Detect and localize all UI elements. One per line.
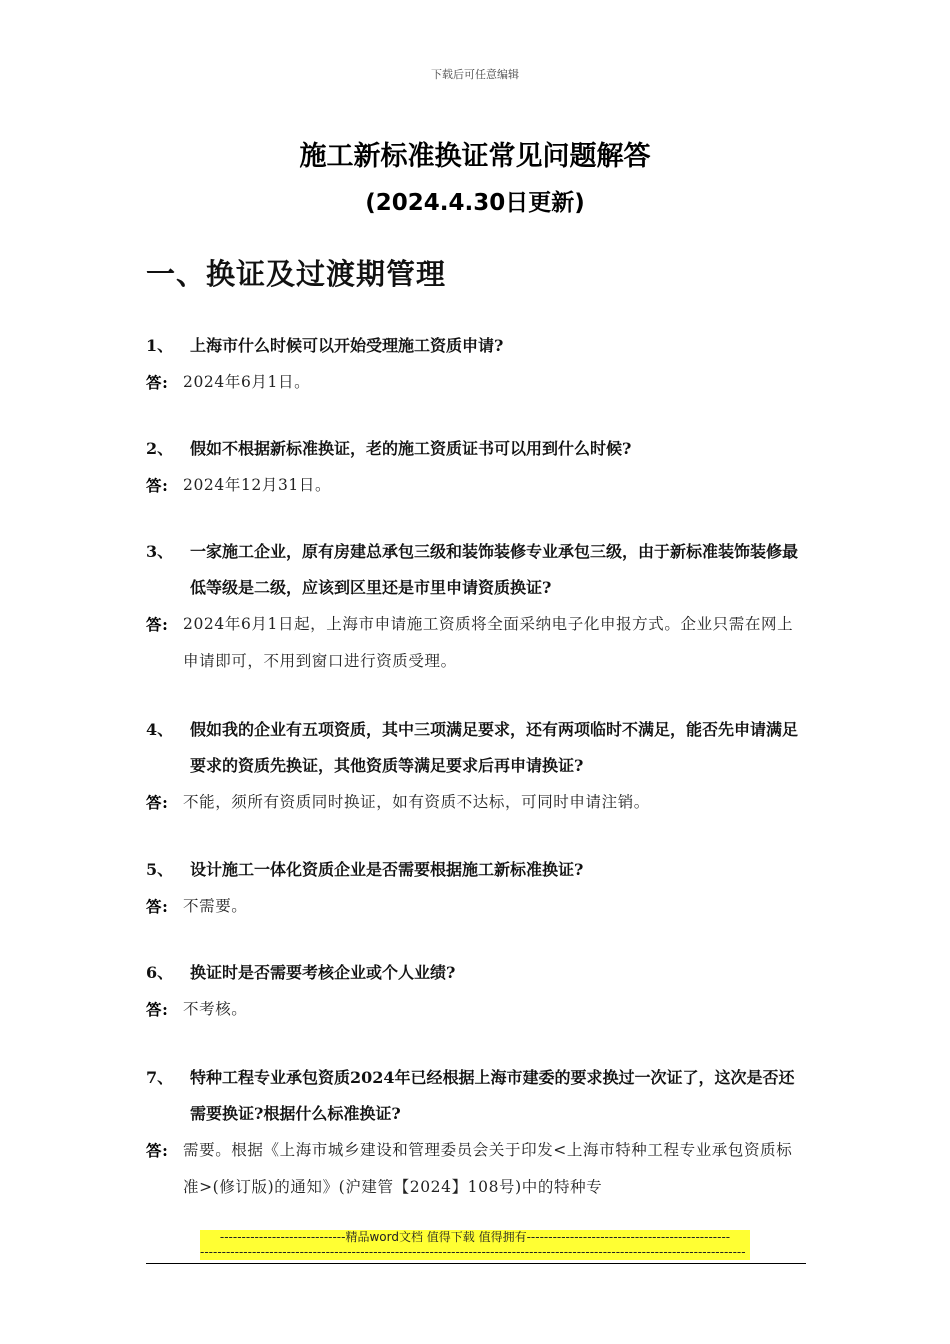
- question-text: 一家施工企业，原有房建总承包三级和装饰装修专业承包三级，由于新标准装饰装修最低等级是二级，应该到区里还是市里申请资质换证?: [190, 542, 799, 597]
- question: [146, 534, 806, 606]
- answer: [146, 991, 806, 1028]
- answer-label: 答:: [146, 615, 169, 634]
- document-subtitle: (2024.4.30日更新): [365, 190, 585, 216]
- answer-label: 答:: [146, 897, 169, 916]
- answer-text: 不需要。: [183, 897, 248, 915]
- answer: [146, 467, 806, 504]
- answer-text: 2024年6月1日起，上海市申请施工资质将全面采纳电子化申报方式。企业只需在网上申请即可，不用到窗口进行资质受理。: [183, 615, 794, 670]
- answer-label: 答:: [146, 373, 169, 392]
- answer-label: 答:: [146, 476, 169, 495]
- answer: [146, 784, 806, 821]
- qa-item: [146, 534, 806, 680]
- question-text: 假如我的企业有五项资质，其中三项满足要求，还有两项临时不满足，能否先申请满足要求的资质先换证，其他资质等满足要求后再申请换证?: [190, 720, 799, 775]
- question-text: 换证时是否需要考核企业或个人业绩?: [190, 963, 456, 982]
- footer-banner-dashes: ------------------------------------------------------------------------------------------------------------------------------: [200, 1245, 746, 1259]
- question: [146, 955, 806, 991]
- answer-label: 答:: [146, 1141, 169, 1160]
- answer-text: 2024年12月31日。: [183, 476, 332, 494]
- footer-banner: [200, 1230, 750, 1260]
- qa-item: [146, 431, 806, 504]
- question-number: 1、: [146, 336, 174, 355]
- question-number: 4、: [146, 720, 174, 739]
- question: [146, 328, 806, 364]
- question-number: 6、: [146, 963, 174, 982]
- qa-item: [146, 328, 806, 401]
- answer-label: 答:: [146, 1000, 169, 1019]
- question-number: 2、: [146, 439, 174, 458]
- answer-label: 答:: [146, 793, 169, 812]
- header-note: 下载后可任意编辑: [431, 68, 519, 81]
- qa-item: [146, 852, 806, 925]
- answer-text: 不能，须所有资质同时换证，如有资质不达标，可同时申请注销。: [183, 793, 650, 811]
- question-text: 特种工程专业承包资质2024年已经根据上海市建委的要求换过一次证了，这次是否还需要换证?根据什么标准换证?: [190, 1068, 795, 1123]
- answer-text: 2024年6月1日。: [183, 373, 311, 391]
- document-title: 施工新标准换证常见问题解答: [299, 141, 651, 172]
- answer: [146, 606, 806, 680]
- question: [146, 431, 806, 467]
- qa-item: [146, 712, 806, 821]
- answer: [146, 1132, 806, 1206]
- question: [146, 852, 806, 888]
- question-text: 假如不根据新标准换证，老的施工资质证书可以用到什么时候?: [190, 439, 632, 458]
- qa-item: [146, 1060, 806, 1206]
- answer-text: 不考核。: [183, 1000, 248, 1018]
- question: [146, 1060, 806, 1132]
- section-heading: 一、换证及过渡期管理: [146, 257, 447, 291]
- footer-divider: [146, 1263, 806, 1264]
- question-text: 设计施工一体化资质企业是否需要根据施工新标准换证?: [190, 860, 584, 879]
- answer: [146, 888, 806, 925]
- question: [146, 712, 806, 784]
- answer: [146, 364, 806, 401]
- question-number: 5、: [146, 860, 174, 879]
- qa-item: [146, 955, 806, 1028]
- footer-banner-text: -----------------------------精品word文档 值得下载 值得拥有-----------------------------------------------: [219, 1230, 731, 1244]
- answer-text: 需要。根据《上海市城乡建设和管理委员会关于印发<上海市特种工程专业承包资质标准>(修订版)的通知》(沪建管【2024】108号)中的特种专: [183, 1141, 793, 1196]
- question-number: 7、: [146, 1068, 174, 1087]
- question-number: 3、: [146, 542, 174, 561]
- question-text: 上海市什么时候可以开始受理施工资质申请?: [190, 336, 504, 355]
